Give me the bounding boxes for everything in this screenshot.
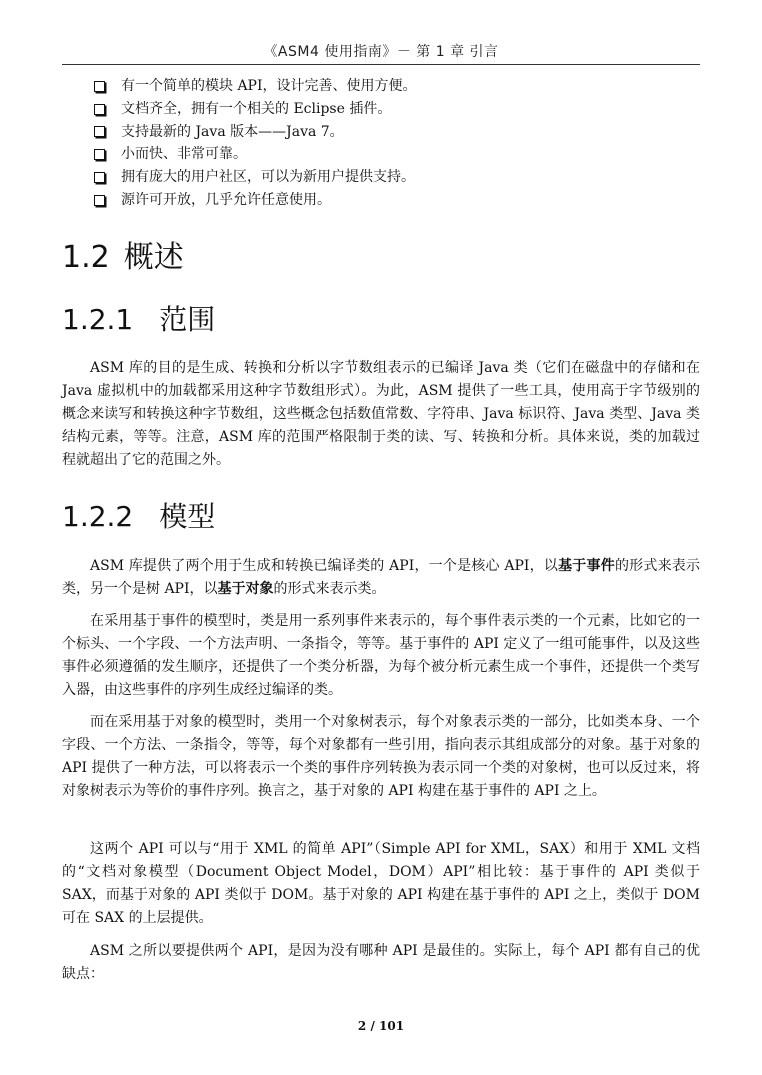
list-item-text: 小而快、非常可靠。 xyxy=(121,146,247,163)
list-item-text: 有一个简单的模块 API，设计完善、使用方便。 xyxy=(121,78,417,94)
list-item xyxy=(92,143,417,166)
section-number: 1.2.2 xyxy=(62,500,134,533)
section-heading-1-2-2 xyxy=(62,495,215,535)
feature-list xyxy=(92,75,417,212)
checkbox-bullet-icon xyxy=(94,149,105,160)
text-run: 的形式来表示类。 xyxy=(273,581,386,597)
header-rule xyxy=(62,64,700,65)
text-run: 的形式来表示类，另一个是树 API，以 xyxy=(62,558,701,597)
model-paragraph-2: 在采用基于事件的模型时，类是用一系列事件来表示的，每个事件表示类的一个元素，比如它的一个标头、一个字段、一个方法声明、一条指令，等等。基于事件的 API 定义了一组可能事件，以及这些事件必须遵循的发生顺序，还提供了一个类分析器，为每个被分析元素生成一个事件，还提供一个类写入器，由这些事件的序列生成经过编译的类。 xyxy=(62,613,700,698)
section-number: 1.2.1 xyxy=(62,303,134,336)
list-item-text: 文档齐全，拥有一个相关的 Eclipse 插件。 xyxy=(121,100,392,117)
checkbox-bullet-icon xyxy=(94,195,105,206)
section-number: 1.2 xyxy=(62,240,110,275)
list-item xyxy=(92,75,417,98)
list-item-text: 拥有庞大的用户社区，可以为新用户提供支持。 xyxy=(121,169,415,186)
checkbox-bullet-icon xyxy=(94,104,105,115)
checkbox-bullet-icon xyxy=(94,126,105,137)
section-title: 模型 xyxy=(159,500,216,533)
list-item xyxy=(92,189,417,212)
page-number: 2 / 101 xyxy=(357,1019,405,1033)
text-run: ASM 库提供了两个用于生成和转换已编译类的 API，一个是核心 API，以 xyxy=(90,558,559,574)
section-title: 概述 xyxy=(123,240,184,275)
list-item xyxy=(92,121,417,144)
checkbox-bullet-icon xyxy=(94,81,105,92)
emphasis-object-based: 基于对象 xyxy=(217,581,274,597)
model-paragraph-1 xyxy=(62,555,700,601)
model-paragraph-4: 这两个 API 可以与“用于 XML 的简单 API”（Simple API for XML，SAX）和用于 XML 文档的“文档对象模型（Document Object Model，DOM）API”相比较：基于事件的 API 类似于 SAX，而基于对象的 API 类似于 DOM。基于对象的 API 构建在基于事件的 API 之上，类似于 DOM 可在 SAX 的上层提供。 xyxy=(62,841,700,926)
checkbox-bullet-icon xyxy=(94,172,105,183)
scope-paragraph: ASM 库的目的是生成、转换和分析以字节数组表示的已编译 Java 类（它们在磁盘中的存储和在 Java 虚拟机中的加载都采用这种字节数组形式）。为此，ASM 提供了一些工具，使用高于字节级别的概念来读写和转换这种字节数组，这些概念包括数值常数、字符串、Java 标识符、Java 类型、Java 类结构元素，等等。注意，ASM 库的范围严格限制于类的读、写、转换和分析。具体来说，类的加载过程就超出了它的范围之外。 xyxy=(62,360,700,468)
emphasis-event-based: 基于事件 xyxy=(558,558,615,574)
section-title: 范围 xyxy=(159,303,216,336)
list-item xyxy=(92,166,417,189)
list-item-text: 源许可开放，几乎允许任意使用。 xyxy=(121,191,331,208)
model-paragraph-3: 而在采用基于对象的模型时，类用一个对象树表示，每个对象表示类的一部分，比如类本身、一个字段、一个方法、一条指令，等等，每个对象都有一些引用，指向表示其组成部分的对象。基于对象的 API 提供了一种方法，可以将表示一个类的事件序列转换为表示同一个类的对象树，也可以反过来，将对象树表示为等价的事件序列。换言之，基于对象的 API 构建在基于事件的 API 之上。 xyxy=(62,714,700,799)
model-paragraph-5: ASM 之所以要提供两个 API，是因为没有哪种 API 是最佳的。实际上，每个 API 都有自己的优缺点： xyxy=(62,943,700,982)
section-heading-1-2 xyxy=(62,232,184,276)
list-item-text: 支持最新的 Java 版本——Java 7。 xyxy=(121,123,344,140)
list-item xyxy=(92,98,417,121)
running-header: 《ASM4 使用指南》－ 第 1 章 引言 xyxy=(263,44,499,60)
section-heading-1-2-1 xyxy=(62,298,215,338)
